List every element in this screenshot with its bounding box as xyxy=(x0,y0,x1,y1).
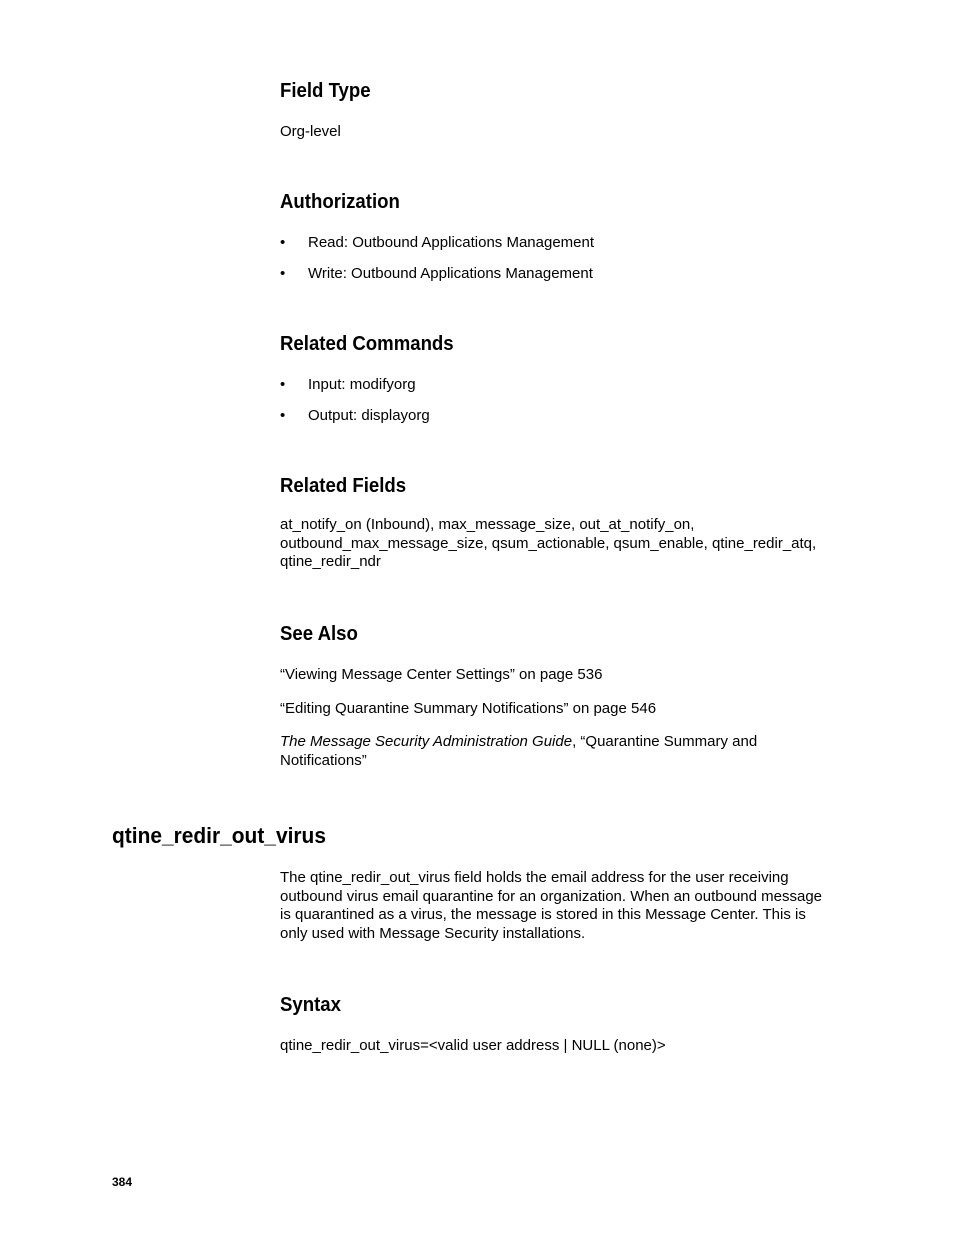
description-line: The qtine_redir_out_virus field holds the email address for the user receiving xyxy=(280,869,789,886)
description-line: is quarantined as a virus, the message is stored in this Message Center. This is xyxy=(280,906,806,924)
section-title: qtine_redir_out_virus xyxy=(112,823,326,848)
syntax-heading: Syntax xyxy=(280,994,342,1016)
related-commands-heading: Related Commands xyxy=(280,333,454,355)
related-command-input: Input: modifyorg xyxy=(308,376,416,393)
guide-chapter: , “Quarantine Summary and xyxy=(572,733,758,750)
bullet-icon: • xyxy=(280,376,286,393)
related-command-output: Output: displayorg xyxy=(308,407,430,424)
syntax-value: qtine_redir_out_virus=<valid user address | NULL (none)> xyxy=(280,1037,666,1054)
see-also-heading: See Also xyxy=(280,623,358,645)
authorization-item-write: Write: Outbound Applications Management xyxy=(308,265,593,282)
bullet-icon: • xyxy=(280,407,286,424)
related-fields-line: at_notify_on (Inbound), max_message_size, out_at_notify_on, xyxy=(280,516,695,533)
see-also-guide-ref xyxy=(280,733,757,770)
field-type-heading: Field Type xyxy=(280,80,371,102)
see-also-guide-line2: Notifications” xyxy=(280,751,367,769)
see-also-guide-line xyxy=(280,733,757,752)
list-item xyxy=(280,406,840,425)
related-fields-text xyxy=(280,516,816,572)
description-line: only used with Message Security installations. xyxy=(280,925,586,943)
list-item xyxy=(280,264,840,283)
related-fields-line: outbound_max_message_size, qsum_actionable, qsum_enable, qtine_redir_atq, xyxy=(280,534,817,552)
section-description xyxy=(280,869,822,944)
bullet-icon: • xyxy=(280,234,286,251)
see-also-ref-editing: “Editing Quarantine Summary Notifications” on page 546 xyxy=(280,700,657,717)
authorization-heading: Authorization xyxy=(280,191,400,213)
see-also-ref-viewing: “Viewing Message Center Settings” on page 536 xyxy=(280,666,603,683)
bullet-icon: • xyxy=(280,265,286,282)
related-fields-heading: Related Fields xyxy=(280,475,407,497)
page-number: 384 xyxy=(112,1175,133,1189)
guide-title: The Message Security Administration Guide xyxy=(280,733,573,750)
list-item xyxy=(280,233,840,252)
related-fields-line: qtine_redir_ndr xyxy=(280,553,381,571)
description-line: outbound virus email quarantine for an organization. When an outbound message xyxy=(280,887,823,905)
authorization-item-read: Read: Outbound Applications Management xyxy=(308,234,595,251)
list-item xyxy=(280,375,840,394)
field-type-value: Org-level xyxy=(280,123,341,140)
